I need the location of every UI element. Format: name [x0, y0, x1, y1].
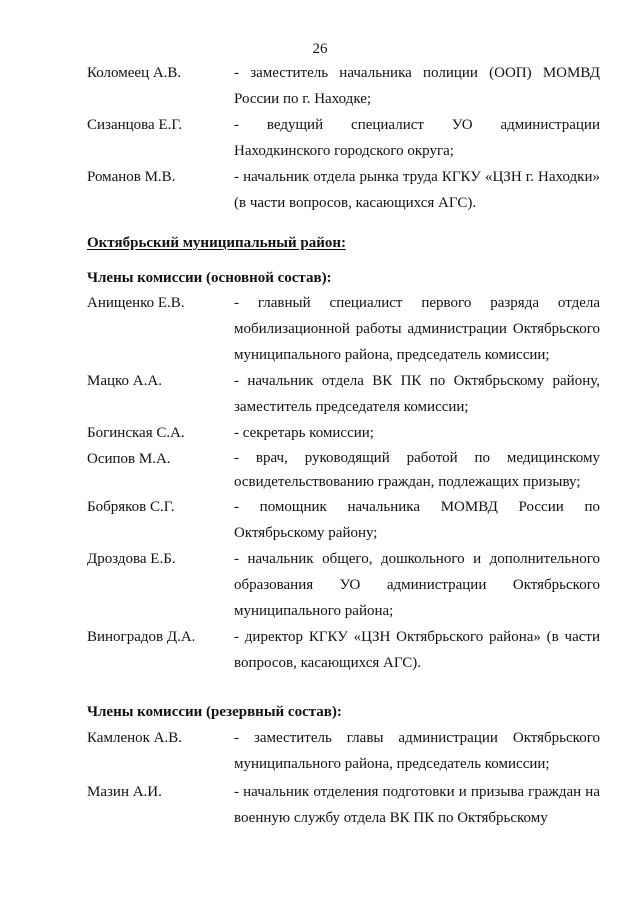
reserve-members-list — [87, 725, 600, 831]
member-role: - директор КГКУ «ЦЗН Октябрьского района» (в части вопросов, касающихся АГС). — [234, 629, 600, 671]
member-role: - начальник общего, дошкольного и дополнительного образования УО администрации Октябрьского муниципального района; — [234, 551, 600, 619]
member-name: Романов М.В. — [87, 169, 176, 185]
member-name: Сизанцова Е.Г. — [87, 117, 183, 133]
member-name: Богинская С.А. — [87, 425, 185, 441]
list-item — [87, 368, 600, 420]
main-members-list — [87, 290, 600, 676]
list-item — [87, 725, 600, 779]
member-name: Коломеец А.В. — [87, 65, 182, 81]
list-item — [87, 420, 600, 446]
member-role: - начальник отдела ВК ПК по Октябрьскому району, заместитель председателя комиссии; — [234, 373, 600, 415]
page-number: 26 — [312, 41, 328, 57]
list-item — [87, 779, 600, 831]
member-name: Виноградов Д.А. — [87, 629, 196, 645]
member-role: - ведущий специалист УО администрации Находкинского городского округа; — [234, 117, 600, 159]
member-role: - врач, руководящий работой по медицинскому освидетельствованию граждан, подлежащих призыву; — [234, 450, 600, 490]
member-name: Осипов М.А. — [87, 451, 171, 467]
top-members-list — [87, 60, 600, 216]
member-name: Мацко А.А. — [87, 373, 162, 389]
list-item — [87, 60, 600, 112]
member-name: Камленок А.В. — [87, 730, 183, 746]
member-role: - заместитель начальника полиции (ООП) МОМВД России по г. Находке; — [234, 65, 600, 107]
list-item — [87, 546, 600, 624]
member-name: Анищенко Е.В. — [87, 295, 185, 311]
member-name: Бобряков С.Г. — [87, 499, 175, 515]
list-item — [87, 164, 600, 216]
member-role: - секретарь комиссии; — [234, 425, 374, 441]
list-item — [87, 446, 600, 494]
list-item — [87, 624, 600, 676]
member-role: - начальник отдела рынка труда КГКУ «ЦЗН г. Находки» (в части вопросов, касающихся АГС). — [234, 169, 600, 211]
member-name: Дроздова Е.Б. — [87, 551, 176, 567]
member-role: - помощник начальника МОМВД России по Октябрьскому району; — [234, 499, 600, 541]
member-name: Мазин А.И. — [87, 784, 162, 800]
member-role: - заместитель главы администрации Октябрьского муниципального района, председатель комиссии; — [234, 730, 600, 772]
member-role: - главный специалист первого разряда отдела мобилизационной работы администрации Октябрьского муниципального района, председатель комиссии; — [234, 295, 600, 363]
list-item — [87, 290, 600, 368]
district-heading: Октябрьский муниципальный район: — [87, 235, 346, 251]
member-role: - начальник отделения подготовки и призыва граждан на военную службу отдела ВК ПК по Октябрьскому — [234, 784, 600, 826]
list-item — [87, 494, 600, 546]
main-members-heading: Члены комиссии (основной состав): — [87, 270, 332, 286]
list-item — [87, 112, 600, 164]
reserve-members-heading: Члены комиссии (резервный состав): — [87, 704, 342, 720]
